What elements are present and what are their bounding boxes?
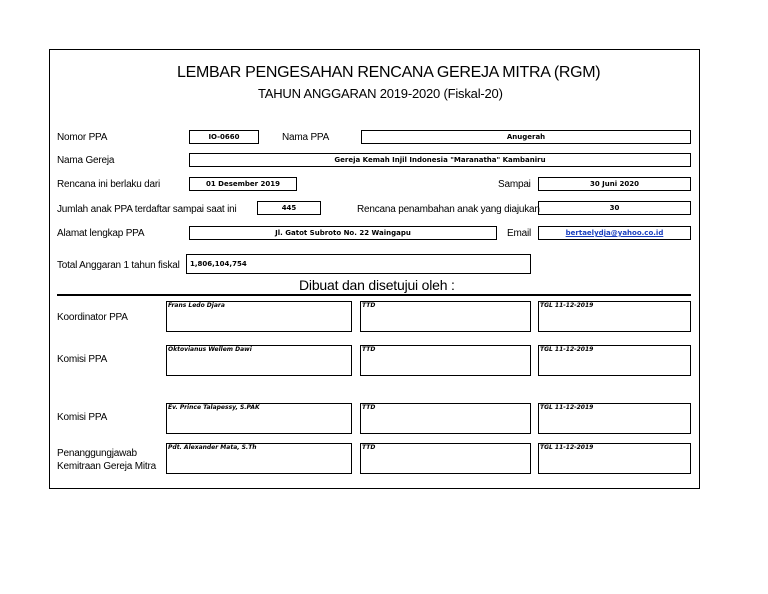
signature-ttd: TTD <box>362 346 376 353</box>
signature-ttd: TTD <box>362 444 376 451</box>
nama-gereja-field: Gereja Kemah Injil Indonesia "Maranatha" Kambaniru <box>189 153 691 167</box>
nama-gereja-label: Nama Gereja <box>57 155 115 166</box>
approval-date: TGL 11-12-2019 <box>540 302 594 309</box>
sampai-field: 30 Juni 2020 <box>538 177 691 191</box>
jumlah-anak-label: Jumlah anak PPA terdaftar sampai saat ini <box>57 204 237 215</box>
nama-ppa-label: Nama PPA <box>282 132 330 143</box>
approval-role: Komisi PPA <box>57 412 108 423</box>
nama-ppa-field: Anugerah <box>361 130 691 144</box>
nomor-ppa-field: IO-0660 <box>189 130 259 144</box>
approver-name-box <box>166 345 352 376</box>
approver-name-box <box>166 403 352 434</box>
signature-ttd: TTD <box>362 404 376 411</box>
berlaku-field: 01 Desember 2019 <box>189 177 297 191</box>
nomor-ppa-label: Nomor PPA <box>57 132 108 143</box>
date-box <box>538 403 691 434</box>
approval-date: TGL 11-12-2019 <box>540 444 594 451</box>
approver-name: Ev. Prince Talapessy, S.PAK <box>168 404 260 411</box>
approver-name: Frans Ledo Djara <box>168 302 225 309</box>
approval-role-line1: Penanggungjawab <box>57 448 137 459</box>
form-title: LEMBAR PENGESAHAN RENCANA GEREJA MITRA (RGM) <box>177 64 601 81</box>
email-label: Email <box>507 228 532 239</box>
signature-box <box>360 301 531 332</box>
email-field <box>538 226 691 240</box>
approver-name: Oktovianus Wellem Dawi <box>168 346 252 353</box>
approver-name-box <box>166 443 352 474</box>
approver-name: Pdt. Alexander Mata, S.Th <box>168 444 257 451</box>
approval-role-line2: Kemitraan Gereja Mitra <box>57 461 156 472</box>
approval-heading: Dibuat dan disetujui oleh : <box>299 277 455 293</box>
approval-date: TGL 11-12-2019 <box>540 346 594 353</box>
signature-box <box>360 403 531 434</box>
date-box <box>538 443 691 474</box>
signature-box <box>360 443 531 474</box>
approver-name-box <box>166 301 352 332</box>
signature-ttd: TTD <box>362 302 376 309</box>
form-subtitle: TAHUN ANGGARAN 2019-2020 (Fiskal-20) <box>258 86 503 101</box>
total-label: Total Anggaran 1 tahun fiskal <box>57 260 180 271</box>
approval-role: Koordinator PPA <box>57 312 128 323</box>
alamat-label: Alamat lengkap PPA <box>57 228 145 239</box>
sampai-label: Sampai <box>498 179 531 190</box>
section-divider <box>57 294 691 296</box>
approval-role: Komisi PPA <box>57 354 108 365</box>
signature-box <box>360 345 531 376</box>
jumlah-anak-field: 445 <box>257 201 321 215</box>
berlaku-label: Rencana ini berlaku dari <box>57 179 161 190</box>
date-box <box>538 345 691 376</box>
date-box <box>538 301 691 332</box>
penambahan-field: 30 <box>538 201 691 215</box>
total-field: 1,806,104,754 <box>186 254 531 274</box>
penambahan-label: Rencana penambahan anak yang diajukan <box>357 204 540 215</box>
email-link[interactable]: bertaelydja@yahoo.co.id <box>565 229 664 237</box>
alamat-field: Jl. Gatot Subroto No. 22 Waingapu <box>189 226 497 240</box>
approval-date: TGL 11-12-2019 <box>540 404 594 411</box>
